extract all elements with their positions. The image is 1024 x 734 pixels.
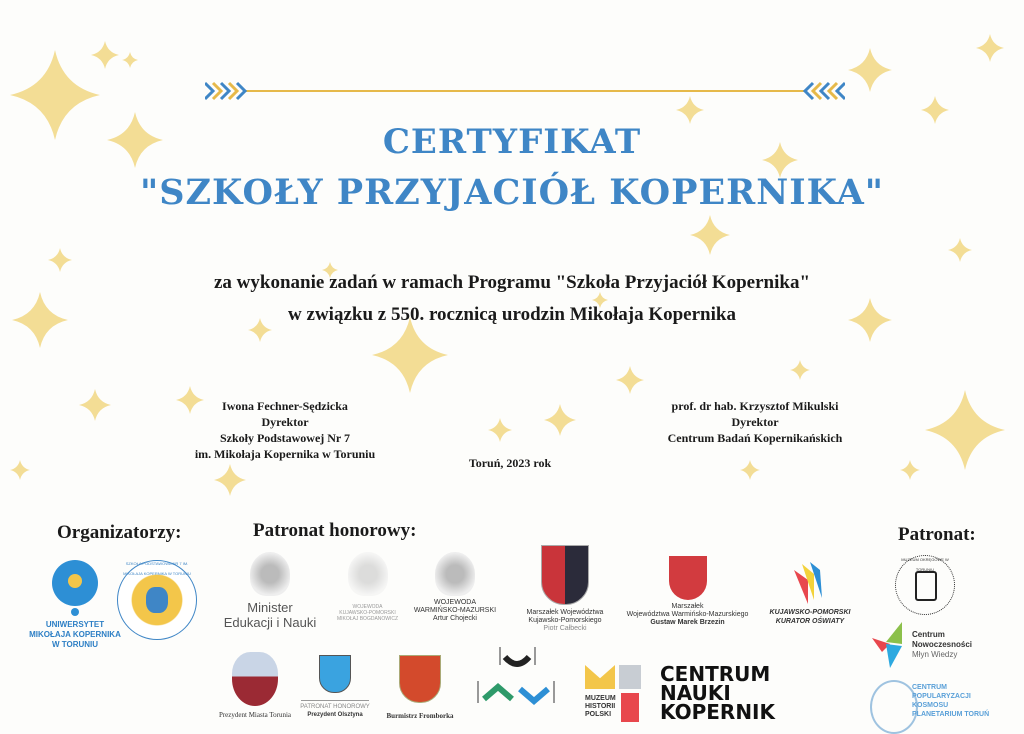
- star-icon: [488, 418, 512, 442]
- signatory-right: [640, 398, 870, 446]
- logo-torun: Prezydent Miasta Torunia: [205, 652, 305, 720]
- logo-text: Minister: [247, 600, 293, 615]
- logo-text: PLANETARIUM TORUŃ: [912, 711, 990, 718]
- organizers-heading: Organizatorzy:: [57, 522, 182, 543]
- logo-wojewoda-kp: [330, 552, 405, 622]
- arrow-ornament: [205, 80, 845, 102]
- logo-text: Prezydent Olsztyna: [307, 712, 363, 718]
- star-icon: [79, 389, 111, 421]
- logo-text: KUJAWSKO-POMORSKI: [339, 610, 396, 616]
- logo-wojewoda-wm: [410, 552, 500, 623]
- logo-text: Młyn Wiedzy: [912, 650, 958, 659]
- certificate-title-name: "SZKOŁY PRZYJACIÓŁ KOPERNIKA": [139, 172, 885, 213]
- signatory-name: prof. dr hab. Krzysztof Mikulski: [671, 399, 839, 413]
- star-icon: [616, 366, 644, 394]
- logo-text: Województwa Warmińsko-Mazurskiego: [626, 611, 749, 618]
- logo-centrum-nauki-kopernik: [660, 662, 775, 724]
- logo-text: Edukacji i Nauki: [223, 615, 317, 630]
- logo-text: Gustaw Marek Brzezin: [650, 619, 725, 626]
- logo-text: Piotr Całbecki: [543, 625, 587, 632]
- logo-text: WOJEWODA: [352, 604, 383, 610]
- star-icon: [122, 52, 138, 68]
- logo-text: MIKOŁAJA KOPERNIKA: [29, 630, 121, 639]
- eagle-emblem-icon: [348, 552, 388, 596]
- signatory-name: Iwona Fechner-Sędzicka: [222, 399, 348, 413]
- logo-text: POLSKI: [585, 711, 612, 718]
- logo-text: SZKOŁA PODSTAWOWA NR 7 IM. MIKOŁAJA KOPERNIKA W TORUNIU: [123, 561, 191, 576]
- logo-text: HISTORII: [585, 703, 616, 710]
- logo-text: WOJEWODA: [434, 599, 476, 606]
- logo-text: CENTRUM: [912, 684, 947, 691]
- star-icon: [544, 404, 576, 436]
- coat-of-arms-icon: [319, 655, 351, 693]
- chevron-icon: [205, 83, 213, 99]
- logo-text: WARMIŃSKO-MAZURSKI: [413, 607, 497, 614]
- logo-text: KOPERNIK: [660, 700, 775, 724]
- star-icon: [48, 248, 72, 272]
- logo-umk: [20, 560, 130, 650]
- coat-of-arms-icon: [669, 556, 707, 600]
- signatory-role: Dyrektor: [731, 415, 779, 429]
- logo-text: Kujawsko-Pomorskiego: [528, 617, 602, 624]
- signatory-left: [180, 398, 390, 462]
- logo-text: Marszałek Województwa: [526, 609, 604, 616]
- logo-muzeum-okregowe: MUZEUM OKRĘGOWE W TORUNIU: [895, 555, 955, 615]
- logo-text: POPULARYZACJI: [912, 693, 971, 700]
- subtitle-line1: za wykonanie zadań w ramach Programu "Szkoła Przyjaciół Kopernika": [214, 272, 810, 293]
- certificate-title: CERTYFIKAT: [382, 122, 642, 162]
- coat-of-arms-icon: [399, 655, 441, 703]
- star-icon: [948, 238, 972, 262]
- coat-of-arms-icon: [232, 652, 278, 706]
- place-date: Toruń, 2023 rok: [468, 456, 552, 470]
- logo-text: NAUKI: [660, 681, 731, 705]
- star-icon: [91, 41, 119, 69]
- logo-text: PATRONAT HONOROWY: [300, 704, 370, 710]
- logo-text: W TORUNIU: [51, 640, 99, 649]
- signatory-org: Centrum Badań Kopernikańskich: [667, 431, 843, 445]
- logo-marszalek-kp: [515, 545, 615, 633]
- logo-olsztyn: [295, 655, 375, 719]
- honorary-heading: Patronat honorowy:: [253, 520, 417, 541]
- logo-kurator: [760, 560, 860, 626]
- logo-frombork: Burmistrz Fromborka: [380, 655, 460, 721]
- logo-marszalek-wm: [615, 556, 760, 627]
- eagle-emblem-icon: [435, 552, 475, 596]
- logo-text: MIKOŁAJ BOGDANOWICZ: [336, 616, 399, 622]
- logo-planetarium: [868, 680, 1024, 722]
- star-icon: [372, 317, 448, 393]
- star-icon: [690, 215, 730, 255]
- star-icon: [740, 460, 760, 480]
- logo-muzeum-historii-polski: [585, 665, 645, 722]
- logo-text: CENTRUM: [660, 662, 771, 686]
- logo-minister: [215, 552, 325, 630]
- logo-text: UNIWERSYTET: [45, 620, 105, 629]
- star-icon: [900, 460, 920, 480]
- logo-text: Centrum: [912, 630, 945, 639]
- star-icon: [10, 460, 30, 480]
- coat-of-arms-icon: [541, 545, 589, 605]
- book-icon: [790, 560, 830, 608]
- star-icon: [214, 464, 246, 496]
- logo-text: KUJAWSKO-POMORSKI: [769, 609, 851, 616]
- signatory-role: Dyrektor: [261, 415, 309, 429]
- logo-sp7: [117, 560, 197, 640]
- logo-text: Marszałek: [671, 603, 704, 610]
- subtitle-line2: w związku z 550. rocznicą urodzin Mikołaja Kopernika: [288, 304, 736, 325]
- logo-text: MUZEUM: [585, 695, 616, 702]
- logo-mark-icon: [872, 620, 908, 670]
- chevron-icon: [837, 83, 845, 99]
- star-icon: [921, 96, 949, 124]
- star-icon: [976, 34, 1004, 62]
- patronage-heading: Patronat:: [898, 524, 976, 545]
- signatory-org: im. Mikołaja Kopernika w Toruniu: [194, 447, 376, 461]
- logo-text: Artur Chojecki: [433, 615, 477, 622]
- eagle-emblem-icon: [250, 552, 290, 596]
- star-icon: [790, 360, 810, 380]
- logo-university-uwm: [470, 645, 560, 722]
- signatory-org: Szkoły Podstawowej Nr 7: [219, 431, 351, 445]
- logo-text: Nowoczesności: [912, 640, 973, 649]
- logo-text: KOSMOSU: [912, 702, 949, 709]
- logo-text: KURATOR OŚWIATY: [775, 618, 845, 625]
- star-icon: [925, 390, 1005, 470]
- star-icon: [848, 48, 892, 92]
